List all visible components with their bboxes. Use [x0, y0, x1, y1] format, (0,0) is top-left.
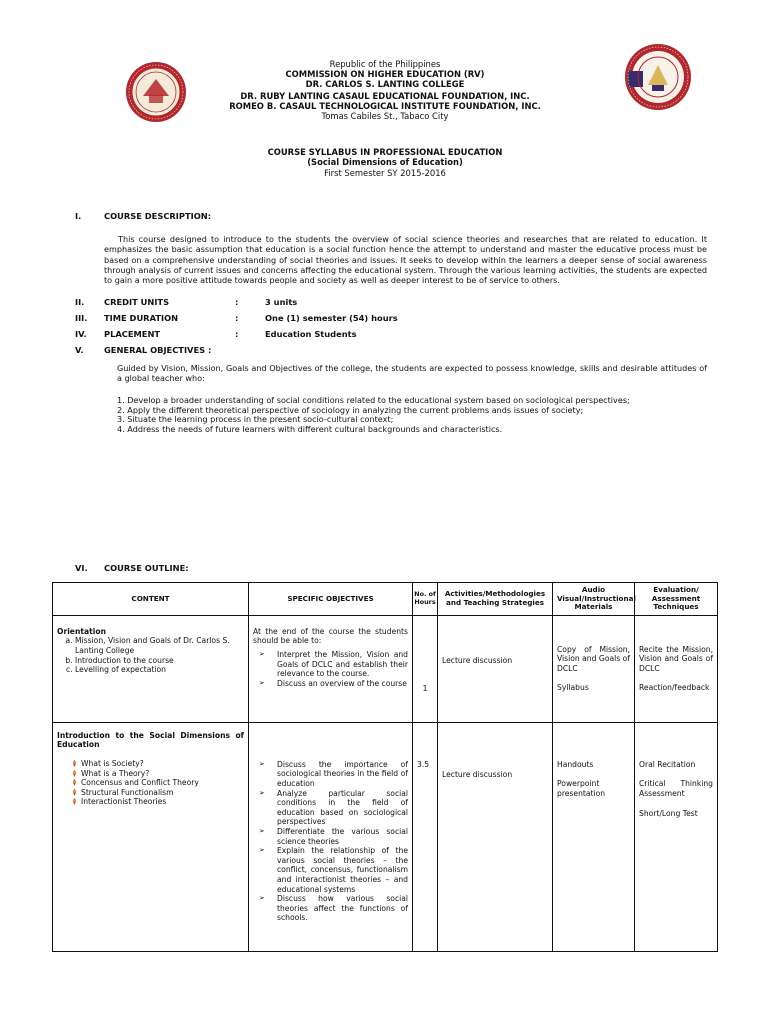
hours-value: 3.5 — [417, 759, 430, 769]
content-list — [57, 636, 244, 674]
section-1-number: I. — [75, 211, 82, 221]
list-item: ➢ Discuss an overview of the course — [253, 679, 408, 689]
section-6-label: COURSE OUTLINE: — [104, 563, 189, 573]
materials-cell — [553, 722, 635, 951]
header-materials: Audio Visual/Instructional Materials — [553, 583, 635, 616]
objective-item: 4. Address the needs of future learners with different cultural backgrounds and characteristics. — [117, 423, 503, 434]
evaluation-cell — [635, 722, 718, 951]
placement-value: Education Students — [265, 329, 357, 339]
materials-value: Copy of Mission, Vision and Goals of DCLC — [557, 644, 630, 673]
evaluation-cell — [635, 615, 718, 722]
evaluation-value: Short/Long Test — [639, 808, 698, 818]
header-hours: No. of Hours — [413, 583, 438, 616]
section-2-colon: : — [235, 297, 239, 307]
objective-item: 2. Apply the different theoretical perspective of sociology in analyzing the current problems ands issues of society; — [117, 404, 584, 415]
objective-item: 1. Develop a broader understanding of social conditions related to the educational system based on sociological perspectives; — [117, 395, 630, 405]
table-header-row — [53, 583, 718, 616]
list-item: What is a Theory? — [57, 769, 244, 779]
syllabus-subtitle: (Social Dimensions of Education) — [307, 157, 463, 167]
header-specific-objectives: SPECIFIC OBJECTIVES — [249, 583, 413, 616]
content-cell — [53, 615, 249, 722]
evaluation-value: Critical Thinking Assessment — [639, 779, 713, 798]
materials-value: Handouts — [557, 759, 594, 769]
syllabus-semester: First Semester SY 2015-2016 — [324, 168, 446, 178]
list-item: ➢ Discuss how various social theories affect the functions of schools. — [253, 894, 408, 923]
list-item: What is Society? — [57, 759, 244, 769]
materials-cell — [553, 615, 635, 722]
section-3-colon: : — [235, 313, 239, 323]
credit-units-value: 3 units — [265, 297, 298, 307]
list-item: ➢ Analyze particular social conditions in the field of education based on sociological perspectives — [253, 789, 408, 827]
list-item: Concensus and Conflict Theory — [57, 778, 244, 788]
syllabus-title: COURSE SYLLABUS IN PROFESSIONAL EDUCATION — [267, 147, 503, 157]
list-item: ➢ Interpret the Mission, Vision and Goals of DCLC and establish their relevance to the course. — [253, 650, 408, 679]
hours-cell — [413, 615, 438, 722]
activities-cell — [438, 722, 553, 951]
header-content: CONTENT — [53, 583, 249, 616]
evaluation-value: Recite the Mission, Vision and Goals of DCLC — [639, 644, 713, 673]
table-row — [53, 615, 718, 722]
pushpin-icon — [71, 770, 78, 777]
content-list — [57, 759, 244, 807]
hours-value: 1 — [422, 683, 428, 693]
list-item: b. Introduction to the course — [75, 656, 244, 666]
activities-value: Lecture discussion — [442, 769, 513, 779]
list-item: ➢ Differentiate the various social science theories — [253, 827, 408, 846]
objectives-cell — [249, 615, 413, 722]
activities-cell — [438, 615, 553, 722]
header-republic: Republic of the Philippines — [329, 59, 441, 69]
section-3-number: III. — [75, 313, 88, 323]
list-item: Interactionist Theories — [57, 797, 244, 807]
pushpin-icon — [71, 798, 78, 805]
content-title: Introduction to the Social Dimensions of Education — [57, 730, 244, 750]
list-item: ➢ Discuss the importance of sociological theories in the field of education — [253, 760, 408, 789]
materials-value: Powerpoint presentation — [557, 779, 606, 798]
objectives-bullets — [253, 760, 408, 923]
section-4-number: IV. — [75, 329, 87, 339]
section-2-number: II. — [75, 297, 85, 307]
evaluation-value: Reaction/feedback — [639, 682, 710, 692]
section-5-number: V. — [75, 345, 84, 355]
section-6-number: VI. — [75, 563, 88, 573]
content-title: Orientation — [57, 626, 106, 636]
content-cell — [53, 722, 249, 951]
pushpin-icon — [71, 760, 78, 767]
header-college: DR. CARLOS S. LANTING COLLEGE — [305, 79, 465, 89]
list-item: a. Mission, Vision and Goals of Dr. Carlos S. Lanting College — [75, 636, 244, 655]
section-1-label: COURSE DESCRIPTION: — [104, 211, 212, 221]
objectives-intro: Guided by Vision, Mission, Goals and Objectives of the college, the students are expected to possess knowledge, skills and desirable attitudes of a global teacher who: — [117, 363, 707, 384]
objectives-bullets — [253, 650, 408, 688]
header-commission: COMMISSION ON HIGHER EDUCATION (RV) — [285, 69, 485, 79]
course-description: This course designed to introduce to the students the overview of social science theories and researches that are related to education. It emphasizes the basic assumption that education is a social function hence the attempt to understand and master the educative process must be based on a comprehensive understanding of social theories and issues. It seeks to develop within the learners a deeper sense of social awareness through analysis of current issues and concerns affecting the educational system. Through the various learning activities, the students are expected to gain a more positive attitude towards people and society as well as deeper interest to be of service to others. — [104, 234, 707, 286]
section-3-label: TIME DURATION — [104, 313, 179, 323]
list-item: c. Levelling of expectation — [75, 665, 244, 675]
materials-value: Syllabus — [557, 682, 589, 692]
institute-seal-right — [622, 41, 692, 117]
objectives-intro-text: At the end of the course the students should be able to: — [253, 626, 408, 646]
pushpin-icon — [71, 779, 78, 786]
activities-value: Lecture discussion — [442, 655, 513, 665]
table-row — [53, 722, 718, 951]
objectives-list — [117, 396, 630, 434]
section-4-colon: : — [235, 329, 239, 339]
hours-cell — [413, 722, 438, 951]
header-evaluation: Evaluation/ Assessment Techniques — [635, 583, 718, 616]
evaluation-value: Oral Recitation — [639, 759, 696, 769]
section-4-label: PLACEMENT — [104, 329, 161, 339]
course-outline-table — [52, 582, 718, 952]
header-address: Tomas Cabiles St., Tabaco City — [321, 111, 449, 121]
header-institute: ROMEO B. CASAUL TECHNOLOGICAL INSTITUTE FOUNDATION, INC. — [229, 101, 541, 111]
objectives-cell — [249, 722, 413, 951]
header-activities: Activities/Methodologies and Teaching Strategies — [438, 583, 553, 616]
list-item: Structural Functionalism — [57, 788, 244, 798]
pushpin-icon — [71, 789, 78, 796]
list-item: ➢ Explain the relationship of the various social theories – the conflict, concensus, functionalism and interactionist theories – and educational systems — [253, 846, 408, 894]
section-5-label: GENERAL OBJECTIVES : — [104, 345, 212, 355]
time-duration-value: One (1) semester (54) hours — [265, 313, 398, 323]
header-foundation: DR. RUBY LANTING CASAUL EDUCATIONAL FOUNDATION, INC. — [240, 91, 530, 101]
college-seal-left — [125, 61, 187, 123]
section-2-label: CREDIT UNITS — [104, 297, 170, 307]
objective-item: 3. Situate the learning process in the present socio-cultural context; — [117, 414, 394, 425]
